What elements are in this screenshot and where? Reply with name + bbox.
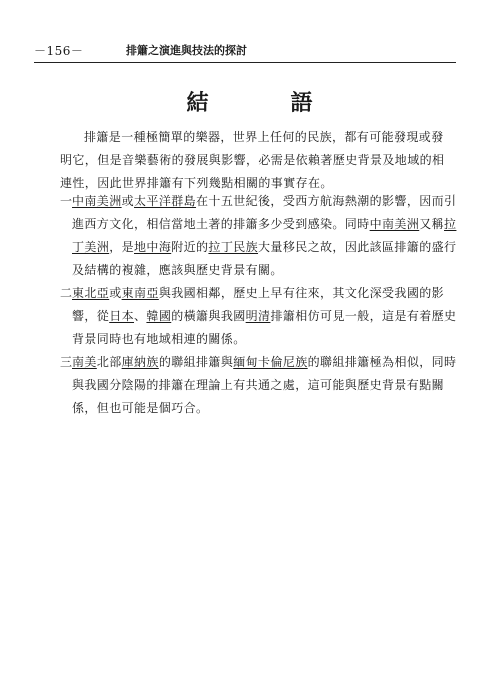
point-marker: 三: [60, 355, 73, 369]
point-text: ，是: [109, 240, 135, 254]
proper-name: 東北亞: [72, 286, 110, 300]
point-text: 、: [134, 309, 147, 323]
proper-name: 中南美洲: [369, 217, 420, 231]
proper-name: 地中海: [134, 240, 172, 254]
proper-name: 東南亞: [121, 286, 159, 300]
point-text: 的聯組排簫與: [158, 355, 234, 369]
point-text: 排簫相仿可見一般，這是有着歷史背景同時也有地域相連的關係。: [72, 309, 457, 346]
point-item: [60, 351, 464, 420]
proper-name: 庫納族: [121, 355, 159, 369]
point-text: 的橫簫與我國: [171, 309, 246, 323]
intro-paragraph: 排簫是一種極簡單的樂器，世界上任何的民族，都有可能發現或發明它，但是音樂藝術的發展與影響，必需是依賴著歷史背景及地域的相連性，因此世界排簫有下列幾點相關的事實存在。: [60, 130, 445, 190]
point-text: 與我國相鄰，歷史上早有往來，其文化深受我國的影響，從: [72, 286, 445, 323]
point-text: 在十五世紀後，受西方航海熱潮的影響，因而引進西方文化，相信當地土著的排簫多少受到感染。同時: [72, 194, 457, 231]
proper-name: 緬甸: [233, 355, 259, 369]
proper-name: 拉丁美洲: [72, 217, 457, 254]
point-text: 北部: [96, 355, 122, 369]
point-item: [60, 190, 464, 282]
proper-name: 韓國: [146, 309, 172, 323]
point-text: 又稱: [419, 217, 445, 231]
proper-name: 太平洋群島: [134, 194, 197, 208]
proper-name: 南美: [72, 355, 97, 369]
point-text: 大量移民之故，因此該區排簫的盛行及結構的複雜，應該與歷史背景有關。: [72, 240, 457, 277]
proper-name: 明清: [245, 309, 271, 323]
page-number: －156－: [34, 44, 84, 58]
point-text: 或: [109, 286, 122, 300]
page-header: [34, 43, 454, 59]
body-text: [60, 126, 452, 195]
proper-name: 卡倫尼族: [258, 355, 308, 369]
proper-name: 中南美洲: [72, 194, 122, 208]
point-item: [60, 282, 464, 351]
point-marker: 一: [60, 194, 73, 208]
running-title: 排簫之演進與技法的探討: [126, 44, 247, 57]
point-text: 附近的: [171, 240, 209, 254]
section-title: 結 語: [186, 90, 343, 116]
proper-name: 日本: [109, 309, 135, 323]
point-text: 的聯組排簫極為相似，同時與我國分陰陽的排簫在理論上有共通之處，這可能與歷史背景有點關係，但也可能是個巧合。: [72, 355, 457, 415]
point-text: 或: [121, 194, 135, 208]
proper-name: 拉丁民族: [208, 240, 259, 254]
point-marker: 二: [60, 286, 73, 300]
header-rule: [34, 62, 456, 63]
